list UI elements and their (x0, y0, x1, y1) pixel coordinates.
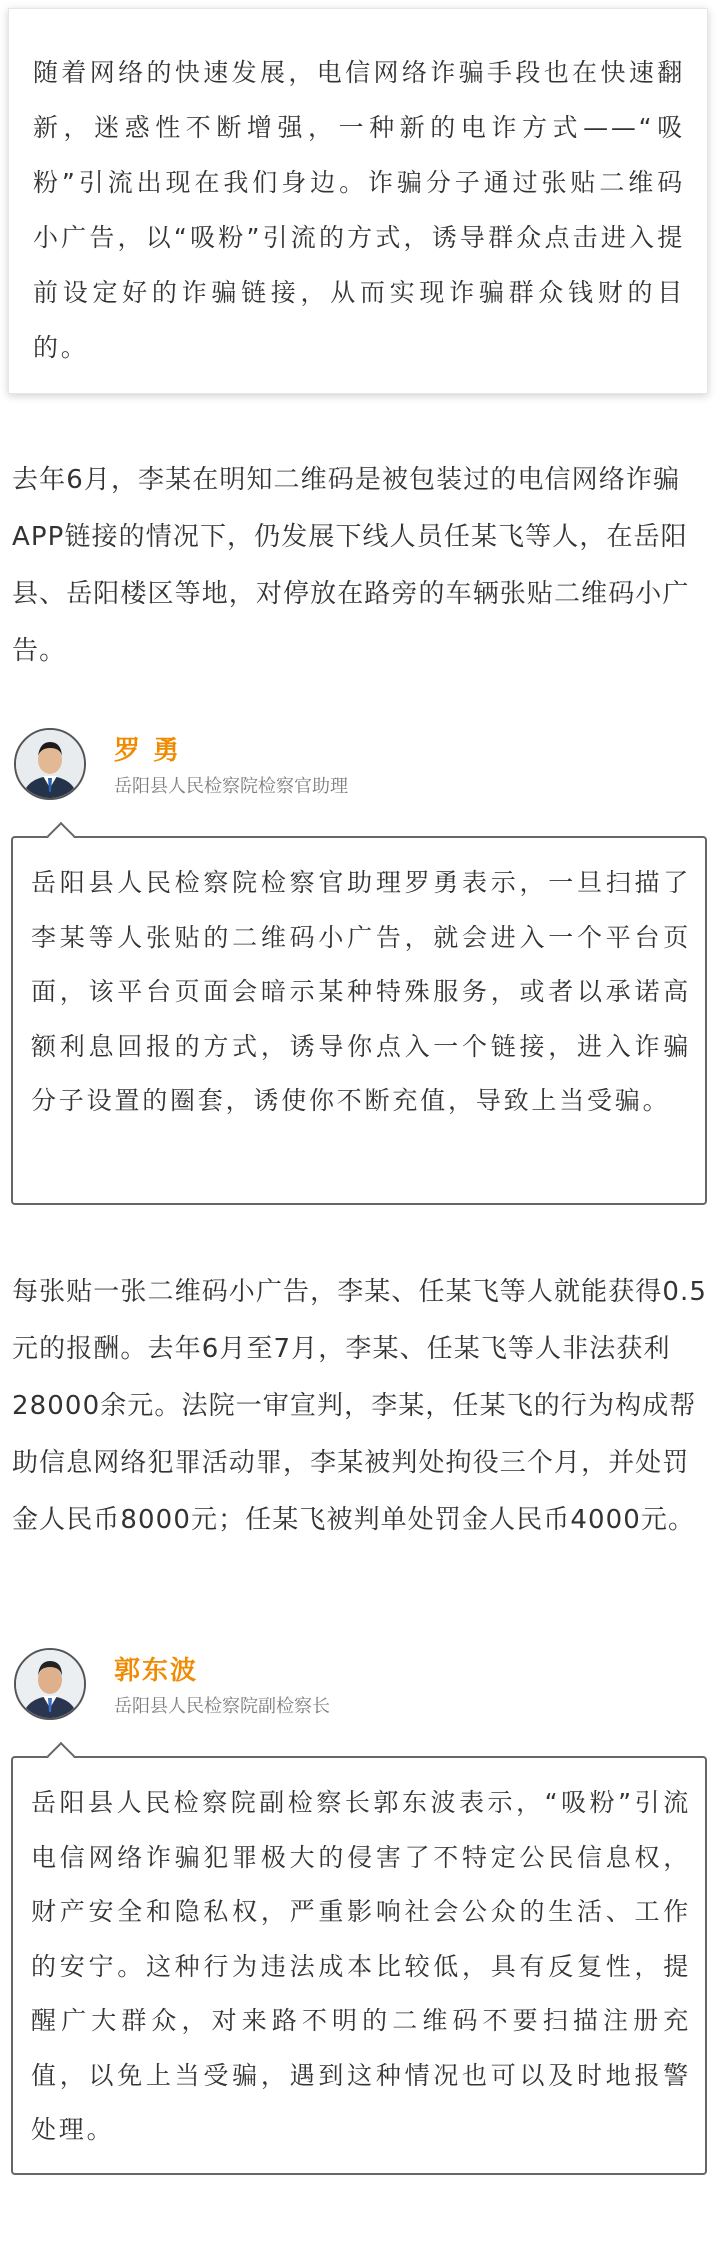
quote-box-1 (11, 836, 707, 1205)
body-paragraph-1: 去年6月，李某在明知二维码是被包装过的电信网络诈骗APP链接的情况下，仍发展下线人员任某飞等人，在岳阳县、岳阳楼区等地，对停放在路旁的车辆张贴二维码小广告。 (12, 465, 690, 666)
intro-text: 随着网络的快速发展，电信网络诈骗手段也在快速翻新，迷惑性不断增强，一种新的电诈方式——“吸粉”引流出现在我们身边。诈骗分子通过张贴二维码小广告，以“吸粉”引流的方式，诱导群众点击进入提前设定好的诈骗链接，从而实现诈骗群众钱财的目的。 (33, 58, 685, 362)
person-title: 岳阳县人民检察院检察官助理 (114, 776, 348, 797)
quote-text-2: 岳阳县人民检察院副检察长郭东波表示，“吸粉”引流电信网络诈骗犯罪极大的侵害了不特定公民信息权，财产安全和隐私权，严重影响社会公众的生活、工作的安宁。这种行为违法成本比较低，具有反复性，提醒广大群众，对来路不明的二维码不要扫描注册充值，以免上当受骗，遇到这种情况也可以及时地报警处理。 (31, 1788, 691, 2144)
intro-box (8, 8, 708, 394)
profile-luo-yong (14, 728, 614, 804)
portrait-photo-icon (14, 728, 86, 800)
person-name: 郭东波 (114, 1656, 199, 1686)
quote-box-2 (11, 1756, 707, 2175)
profile-guo-dongbo (14, 1648, 614, 1724)
quote-pointer (47, 822, 75, 850)
quote-text-1: 岳阳县人民检察院检察官助理罗勇表示，一旦扫描了李某等人张贴的二维码小广告，就会进入一个平台页面，该平台页面会暗示某种特殊服务，或者以承诺高额利息回报的方式，诱导你点入一个链接，进入诈骗分子设置的圈套，诱使你不断充值，导致上当受骗。 (31, 868, 691, 1115)
body-paragraph-2: 每张贴一张二维码小广告，李某、任某飞等人就能获得0.5元的报酬。去年6月至7月，李某、任某飞等人非法获利28000余元。法院一审宣判，李某，任某飞的行为构成帮助信息网络犯罪活动罪，李某被判处拘役三个月，并处罚金人民币8000元；任某飞被判单处罚金人民币4000元。 (12, 1277, 708, 1535)
person-name: 罗 勇 (114, 736, 182, 766)
person-title: 岳阳县人民检察院副检察长 (114, 1696, 330, 1717)
portrait-photo-icon (14, 1648, 86, 1720)
quote-pointer (47, 1742, 75, 1770)
